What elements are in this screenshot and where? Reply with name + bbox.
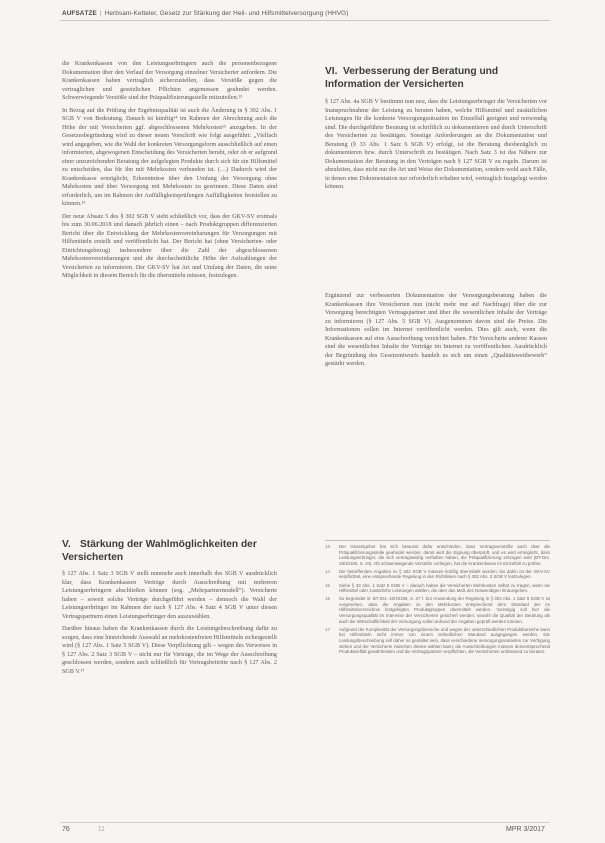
heading-text: Verbesserung der Beratung und Information der Versicherten <box>325 66 499 90</box>
footnote <box>325 544 550 566</box>
footnote-number: 16 <box>325 596 330 602</box>
paragraph: § 127 Abs. 1 Satz 3 SGB V stellt nunmehr auch innerhalb des SGB V ausdrücklich klar, dass Krankenkassen Verträge durch Ausschreibung mit mehreren Leistungserbringern abschließen können (sog. „Mehrpartnermodell“). Versicherte haben – soweit solche Verträge durchgeführt werden – dennoch die Wahl der Leistungserbringer im Rahmen der nach § 127 Abs. 4 Satz 4 SGB V unter diesen Vertragspartnern einen Leistungserbringer den auszuwählen. <box>62 571 277 620</box>
footnote-text: Aufgrund der Komplexität der Versorgungsbereiche und wegen der unterschiedlichen Produktbereiche kann bei Hilfsmitteln nicht immer von einem einheitlichen Standard ausgegangen werden. Die Leistungsbeschreibung soll daher so gestaltet sein, dass verschiedene Versorgungsvarianten zur Verfügung stehen und der Versicherte zwischen diesen wählen kann; die Ausschreibungen müssen dementsprechend Produktvielfalt gewährleisten und die Vertragspartner verpflichten, die Versicherten umfassend zu beraten. <box>339 626 550 655</box>
footnote <box>325 596 550 624</box>
paragraph: In Bezug auf die Prüfung der Ergebnisqualität ist auch die Änderung in § 302 Abs. 1 SGB V von Bedeutung. Danach ist künftig¹⁴ im Rahmen der Abrechnung auch die Höhe der mit Versicherten ggf. abgeschlossenen Mehrkosten¹⁵ anzugeben. In der Gesetzesbegründung wird zu dieser neuen Vorschrift wie folgt ausgeführt: „Vielfach wird angegeben, wie die Wahl der konkreten Versorgungsform ausschließlich auf einen informierten, abgewogenen Entscheidung des Versicherten beruht, oder ob er aufgrund einer unzureichenden Beratung der aufgelegten Produkte durch sich für ein Hilfsmittel zu entscheiden, das für ihn mit Mehrkosten verbunden ist. (…) Dadurch wird der Krankenkasse ermöglicht, Erkenntnisse über den Umfang der Versorgung ohne Mehrkosten und über Versorgung mit Mehrkosten zu gewinnen. Diese Daten sind erforderlich, um im Rahmen der Auffälligkeitsprüfungen Auffälligkeiten feststellen zu können.¹⁶ <box>62 107 277 207</box>
running-head-separator: | <box>99 10 102 17</box>
footnote-text: Der Gesetzgeber hat sich bewusst dafür entschieden, dass Vertragsverstöße auch über die Präqualifizierungsstelle geahndet werden; damit wird die Eignung überprüft, und es wird ermöglicht, dass Leistungserbringer, die sich vertragswidrig verhalten haben, die Präqualifizierung entzogen wird (BT-Drs. 18/10186, S. 34). Ob schwerwiegende Verstöße vorliegen, hat die Krankenkasse im Einzelfall zu prüfen. <box>339 544 550 566</box>
running-head-section: AUFSÄTZE <box>62 10 97 17</box>
footnote-number: 13 <box>325 544 330 549</box>
footnote-text: Die betreffenden Angaben zu § 302 SGB V müssen künftig übermittelt werden; bis dahin ist der GKV-SV verpflichtet, eine entsprechende Regelung in den Richtlinien nach § 302 Abs. 2 SGB V festzulegen. <box>339 568 550 580</box>
footnote <box>325 569 550 580</box>
running-head <box>62 10 562 17</box>
paragraph: § 127 Abs. 4a SGB V bestimmt nun neu, dass die Leistungserbringer die Versicherten vor Inanspruchnahme der Leistung zu beraten haben, welche Hilfsmittel und zusätzlichen Leistungen für die konkrete Versorgungssituation im Einzelfall geeignet und notwendig sind. Die durchgeführte Beratung ist schriftlich zu dokumentieren und durch Unterschrift des Versicherten zu bestätigen. Sonstige Anforderungen an die Dokumentation und Beratung (§ 33 Abs. 1 Satz 6 SGB V) erfolgt, ist die Beratung diesbezüglich zu dokumentieren bzw. durch Unterschrift zu bestätigen. Nach Satz 3 ist das Nähere zur Dokumentation der Beratung in den Verträgen nach § 127 SGB V zu regeln. Darum ist abzuleiten, dass nicht nur die Art und Weise der Dokumentation, sondern wohl auch Fälle, in denen eine Dokumentation nur erforderlich erhalten wird, vertraglich festgelegt werden können. <box>325 99 547 190</box>
paragraph: Der neue Absatz 5 des § 302 SGB V sieht schließlich vor, dass der GKV-SV erstmals bis zum 30.06.2018 und danach jährlich einen – nach Produktgruppen differenzierten Bericht über die Entwicklung der Mehrkostenvereinbarungen für Versorgungen mit Hilfsmitteln erstellt und veröffentlicht hat. Der Bericht hat (ohne Versicherten- oder Einrichtungsbezug) insbesondere über die Zahl der abgeschlossenen Mehrkostenvereinbarungen und die durchschnittliche Höhe der Aufzahlungen der Versicherten zu informieren. Der GKV-SV hat Art und Umfang der Daten, die seine Möglichkeit in diesem Bereich für die übermitteln müssen, festzulegen. <box>62 213 277 279</box>
section-heading-v <box>62 539 282 564</box>
left-column <box>62 60 277 285</box>
footnote-number: 14 <box>325 568 330 574</box>
footnotes <box>325 540 550 657</box>
page-number-text: 76 <box>62 826 70 833</box>
header-rule <box>60 20 550 21</box>
footer-rule <box>60 822 550 823</box>
heading-number: V. <box>62 539 71 550</box>
journal-issue: MPR 3/2017 <box>506 826 545 833</box>
right-column-lower <box>325 292 547 373</box>
page-number <box>62 826 105 833</box>
running-head-title: Herbsam-Ketteler, Gesetz zur Stärkung der Heil- und Hilfsmittelversorgung (HHVG) <box>104 10 349 17</box>
footer-mark: 11 <box>97 826 106 833</box>
footnote-number: 17 <box>325 626 330 632</box>
heading-number: VI. <box>325 66 338 77</box>
heading-text: Stärkung der Wahlmöglichkeiten der Versicherten <box>62 539 257 563</box>
footnote <box>325 583 550 594</box>
paragraph: die Krankenkassen von den Leistungserbringern auch die personenbezogene Dokumentation über den Verlauf der Versorgung einzelner Versicherter anfordern. Die Krankenkassen haben vertraglich sicherzustellen, dass Verstöße gegen die vertraglichen und gesetzlichen Pflichten angemessen geahndet werden. Schwerwiegende Verstöße sind der Präqualifizierungsstelle mitzuteilen.¹³ <box>62 61 277 101</box>
left-column-lower <box>62 570 277 680</box>
footnote-number: 15 <box>325 582 330 588</box>
footnote-text: Siehe § 33 Abs. 1 Satz 5 SGB V – danach haben die Versicherten Mehrkosten selbst zu tragen, wenn sie Hilfsmittel oder zusätzliche Leistungen wählen, die über das Maß des Notwendigen hinausgehen. <box>339 582 550 594</box>
footnote-text: So begründet in: BT-Drs. 18/10186, S. 37 f. Zur Anwendung der Regelung in § 302 Abs. 1 Satz 5 SGB V ist vorgesehen, dass die Angaben zu den Mehrkosten entsprechend dem Standard der im Hilfsmittelverzeichnis festgelegten Produktgruppen übermittelt werden. Vorrangig soll hier die Versorgungsqualität im Interesse der Versicherten gesichert werden; sowohl die Qualität der Beratung als auch die Wirtschaftlichkeit der Versorgung sollen anhand der Angaben geprüft werden können. <box>339 596 550 624</box>
footnote <box>325 627 550 655</box>
section-heading-vi <box>325 66 547 91</box>
right-column <box>325 98 547 196</box>
paragraph: Darüber hinaus haben die Krankenkassen durch die Leistungsbeschreibung dafür zu sorgen, dass eine hinreichende Auswahl an mehrkostenfreien Hilfsmitteln sichergestellt wird (§ 127 Abs. 1 Satz 5 SGB V). Diese Verpflichtung gilt – wegen des Verweises in § 127 Abs. 2 Satz 3 SGB V – nicht nur für Verträge, die im Wege der Ausschreibung geschlossen werden, sondern auch schließlich für Vertragsbeitritte nach § 127 Abs. 2 SGB V.¹⁷ <box>62 626 277 675</box>
paragraph: Ergänzend zur verbesserten Dokumentation der Versorgungsberatung haben die Krankenkassen ihre Versicherten nun (nicht mehr nur auf Nachfrage) über die zur Versorgung berechtigten Vertragspartner und über die wesentlichen Inhalte der Verträge zu informieren (§ 127 Abs. 5 SGB V). Ausgenommen davon sind die Preise. Die Informationen sollen im Internet veröffentlicht werden. Dies gilt auch, wenn die Krankenkassen auf eine Ausschreibung verzichtet haben. Für Versicherte anderer Kassen sind die wesentlichen Inhalte der Verträge im Internet zu veröffentlichen. Ausdrücklich der Begründung des Gesetzentwurfs handelt es sich um einen „Qualitätswettbewerb“ gestärkt werden. <box>325 293 547 367</box>
